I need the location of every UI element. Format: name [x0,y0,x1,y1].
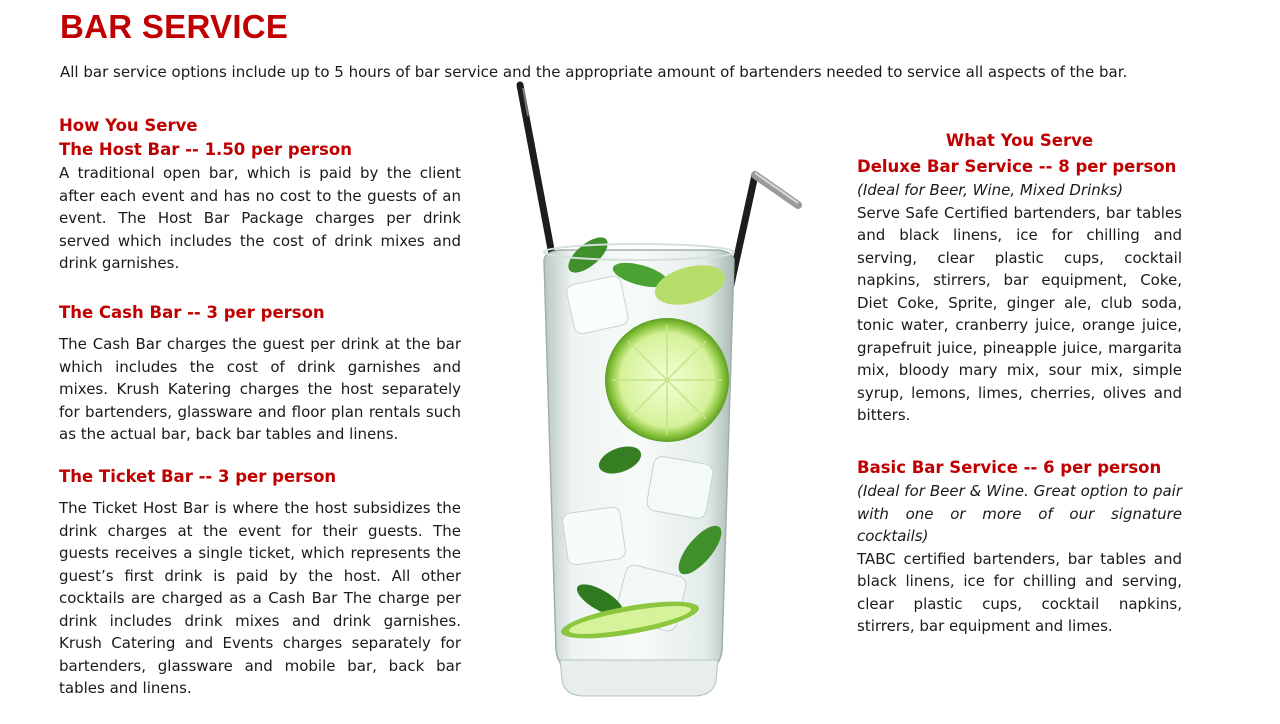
cash-bar-heading: The Cash Bar -- 3 per person [59,303,325,322]
host-bar-heading: The Host Bar -- 1.50 per person [59,140,352,159]
deluxe-bar-description: Serve Safe Certified bartenders, bar tables and black linens, ice for chilling and serving, clear plastic cups, cocktail napkins, stirrers, bar equipment, Coke, Diet Coke, Sprite, ginger ale, club soda, tonic water, cranberry juice, orange juice, grapefruit juice, pineapple juice, margarita mix, bloody mary mix, sour mix, simple syrup, lemons, limes, cherries, olives and bitters. [857,203,1182,424]
how-you-serve-heading: How You Serve [59,116,198,135]
page-title: BAR SERVICE [60,8,289,45]
what-you-serve-heading: What You Serve [945,131,1094,150]
deluxe-bar-heading: Deluxe Bar Service -- 8 per person [857,157,1177,176]
cash-bar-description: The Cash Bar charges the guest per drink at the bar which includes the cost of drink garnishes and mixes. Krush Katering charges the host separately for bartenders, glassware and floor plan rentals such as the actual bar, back bar tables and linens. [59,335,461,443]
deluxe-bar-subtitle: (Ideal for Beer, Wine, Mixed Drinks) [857,181,1124,199]
ticket-bar-heading: The Ticket Bar -- 3 per person [59,467,337,486]
intro-text: All bar service options include up to 5 hours of bar service and the appropriate amount of bartenders needed to service all aspects of the bar. [60,63,1128,81]
host-bar-description: A traditional open bar, which is paid by the client after each event and has no cost to the guests of an event. The Host Bar Package charges per drink served which includes the cost of drink mixes and drink garnishes. [59,164,461,272]
basic-bar-heading: Basic Bar Service -- 6 per person [857,458,1162,477]
basic-bar-description: TABC certified bartenders, bar tables and black linens, ice for chilling and serving, clear plastic cups, cocktail napkins, stirrers, bar equipment and limes. [857,549,1182,635]
mojito-glass-icon [500,80,820,720]
ticket-bar-description: The Ticket Host Bar is where the host subsidizes the drink charges at the event for their guests. The guests receives a single ticket, which represents the guest’s first drink is paid by the host. All other cocktails are charged as a Cash Bar The charge per drink includes drink mixes and drink garnishes. Krush Catering and Events charges separately for bartenders, glassware and mobile bar, back bar tables and linens. [59,499,461,697]
basic-bar-subtitle: (Ideal for Beer & Wine. Great option to pair with one or more of our signature cocktails) [857,482,1182,545]
